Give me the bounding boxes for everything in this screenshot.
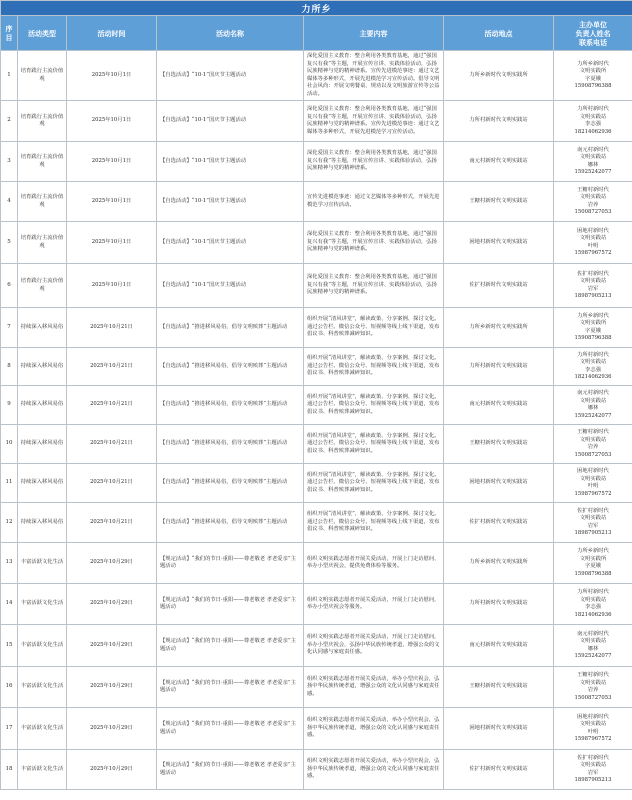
- activity-name: 【自选活动】“10·1”国庆节主题活动: [157, 264, 304, 308]
- activity-place: 王糖村新时代文明实践站: [444, 667, 554, 708]
- organizer-line: 15908796388: [574, 335, 612, 341]
- activity-type: 培育践行主流价值观: [18, 222, 67, 264]
- activity-type: 持续深入移风易俗: [18, 386, 67, 425]
- activity-type: 培育践行主流价值观: [18, 142, 67, 182]
- activity-time: 2025年10月1日: [67, 264, 157, 308]
- activity-organizer: [554, 182, 632, 222]
- organizer-line: 15008727053: [574, 694, 612, 701]
- organizer-line: 困地村新时代: [577, 468, 609, 474]
- activity-content: 组织开展“清风讲堂”，解读政策、分享案例、探讨文化。通过公告栏、微信公众号、短视频等线上线下渠道，发布倡议书、科普殡葬减碎知识。: [304, 348, 444, 386]
- activity-time: 2025年10月29日: [67, 708, 157, 750]
- activity-organizer: [554, 584, 632, 625]
- organizer-line: 文明实践站: [579, 154, 607, 160]
- organizer-line: 15925242077: [574, 169, 612, 175]
- organizer-line: 15008727053: [574, 209, 612, 215]
- table-row: [1, 348, 632, 386]
- activity-organizer: [554, 51, 632, 101]
- activity-place: 南元村新时代文明实践站: [444, 625, 554, 667]
- organizer-line: 文明实践所: [579, 320, 607, 326]
- organizer-line: 15908796388: [574, 570, 612, 577]
- table-row: [1, 142, 632, 182]
- organizer-line: 文明实践站: [579, 762, 607, 768]
- activity-type: 持续深入移风易俗: [18, 348, 67, 386]
- organizer-line: 文明实践所: [579, 68, 607, 74]
- table-row: [1, 584, 632, 625]
- activity-place: 困地村新时代文明实践站: [444, 464, 554, 503]
- activity-time: 2025年10月1日: [67, 222, 157, 264]
- organizer-line: 15987967572: [574, 250, 612, 256]
- activity-content: 组织文明实践志愿者开展关爱活动，开展上门走访慰问，举办小型庆祝会，弘扬中华民族传统孝道，增强公众的文化认同感与家庭责任感。: [304, 625, 444, 667]
- organizer-line: 18214062936: [574, 611, 612, 618]
- col-header-no: 序目: [1, 16, 18, 51]
- activity-type: 丰富活跃文化生活: [18, 708, 67, 750]
- organizer-line: 李志强: [585, 604, 601, 610]
- activity-time: 2025年10月1日: [67, 182, 157, 222]
- activity-name: 【自选活动】“推进移风易俗，倡导文明殡葬”主题活动: [157, 464, 304, 503]
- organizer-line: 文明实践站: [579, 235, 607, 241]
- activity-place: 佐扩村新时代文明实践站: [444, 750, 554, 790]
- activity-type: 丰富活跃文化生活: [18, 543, 67, 584]
- activity-time: 2025年10月21日: [67, 425, 157, 464]
- activity-time: 2025年10月21日: [67, 464, 157, 503]
- activity-name: 【自选活动】“推进移风易俗，倡导文明殡葬”主题活动: [157, 308, 304, 348]
- activity-name: 【规定活动】“我们的节日·重阳——尊老敬老 孝老爱亲”主题活动: [157, 708, 304, 750]
- organizer-line: 文明实践站: [579, 113, 607, 120]
- organizer-line: 15987967572: [574, 736, 612, 742]
- activity-organizer: [554, 348, 632, 386]
- activity-time: 2025年10月21日: [67, 308, 157, 348]
- activity-place: 力所村新时代文明实践站: [444, 584, 554, 625]
- activity-time: 2025年10月29日: [67, 625, 157, 667]
- table-row: [1, 625, 632, 667]
- table-row: [1, 667, 632, 708]
- col-header-place: 活动地点: [444, 16, 554, 51]
- table-row: [1, 51, 632, 101]
- row-number: 7: [1, 308, 18, 348]
- organizer-line: 18987905213: [574, 293, 612, 299]
- activity-place: 佐扩村新时代文明实践站: [444, 503, 554, 543]
- activity-name: 【自选活动】“推进移风易俗，倡导文明殡葬”主题活动: [157, 386, 304, 425]
- organizer-line: 力所村新时代: [577, 589, 609, 595]
- organizer-line: 佐扩村新时代: [577, 507, 609, 514]
- col-header-org-line: 负责人姓名: [575, 28, 611, 38]
- activity-type: 培育践行主流价值观: [18, 182, 67, 222]
- row-number: 3: [1, 142, 18, 182]
- organizer-line: 文明实践站: [579, 278, 607, 284]
- organizer-line: 18214062936: [574, 374, 612, 380]
- organizer-line: 字夏娥: [585, 563, 601, 569]
- activity-place: 佐扩村新时代文明实践站: [444, 264, 554, 308]
- organizer-line: 南元村新时代: [577, 630, 609, 637]
- activity-organizer: [554, 708, 632, 750]
- organizer-line: 叶明: [587, 242, 599, 249]
- activity-time: 2025年10月29日: [67, 667, 157, 708]
- table-row: [1, 708, 632, 750]
- activity-time: 2025年10月21日: [67, 503, 157, 543]
- activity-content: 组织文明实践志愿者开展关爱活动，开展上门走访慰问、举办小型庆祝会，提供免费体检等服务。: [304, 543, 444, 584]
- table-row: [1, 464, 632, 503]
- row-number: 13: [1, 543, 18, 584]
- organizer-line: 岩军: [587, 285, 599, 292]
- activity-time: 2025年10月1日: [67, 142, 157, 182]
- organizer-line: 叶明: [587, 483, 599, 489]
- activity-type: 持续深入移风易俗: [18, 503, 67, 543]
- col-header-org: [554, 16, 632, 51]
- activity-name: 【自选活动】“推进移风易俗，倡导文明殡葬”主题活动: [157, 425, 304, 464]
- organizer-line: 困地村新时代: [577, 713, 609, 720]
- activity-name: 【自选活动】“推进移风易俗，倡导文明殡葬”主题活动: [157, 348, 304, 386]
- header-row: [1, 16, 632, 51]
- organizer-line: 文明实践所: [579, 555, 607, 562]
- activity-time: 2025年10月21日: [67, 386, 157, 425]
- activity-organizer: [554, 464, 632, 503]
- row-number: 9: [1, 386, 18, 425]
- activity-content: 深化爱国主义教育：整合利用各类教育基地，通过“强国复兴有我”等主题，开展宣传宣讲、实践体验活动，弘扬民族精神与党的精神谱系。宣传先进模范事迹：通过文艺媒体等多种形式，开展先进模范学习宣传活动。: [304, 101, 444, 142]
- organizer-line: 南元村新时代: [577, 146, 609, 153]
- activity-organizer: [554, 625, 632, 667]
- row-number: 8: [1, 348, 18, 386]
- activity-time: 2025年10月1日: [67, 51, 157, 101]
- organizer-line: 文明实践站: [579, 638, 607, 644]
- activity-name: 【规定活动】“我们的节日·重阳——尊老敬老 孝老爱亲”主题活动: [157, 584, 304, 625]
- activity-type: 持续深入移风易俗: [18, 464, 67, 503]
- organizer-line: 15908796388: [574, 83, 612, 89]
- activity-organizer: [554, 750, 632, 790]
- activity-organizer: [554, 101, 632, 142]
- organizer-line: 王糖村新时代: [577, 672, 609, 678]
- activity-content: 深化爱国主义教育：整合利用各类教育基地，通过“强国复兴有我”等主题，开展宣传宣讲、实践体验活动，弘扬民族精神与党的精神谱系。: [304, 222, 444, 264]
- row-number: 14: [1, 584, 18, 625]
- activity-time: 2025年10月29日: [67, 543, 157, 584]
- activity-name: 【自选活动】“10·1”国庆节主题活动: [157, 222, 304, 264]
- activity-type: 丰富活跃文化生活: [18, 625, 67, 667]
- activity-type: 持续深入移风易俗: [18, 308, 67, 348]
- row-number: 10: [1, 425, 18, 464]
- activity-name: 【规定活动】“我们的节日·重阳——尊老敬老 孝老爱亲”主题活动: [157, 667, 304, 708]
- activity-place: 力所村新时代文明实践站: [444, 348, 554, 386]
- row-number: 6: [1, 264, 18, 308]
- organizer-line: 文明实践站: [579, 436, 607, 443]
- activity-place: 力所村新时代文明实践站: [444, 101, 554, 142]
- activity-organizer: [554, 142, 632, 182]
- table-title: 力所乡: [1, 1, 632, 16]
- activity-organizer: [554, 264, 632, 308]
- activity-content: 组织文明实践志愿者开展关爱活动，举办小型庆祝会，弘扬中华民族传统孝道，增强公众的文化认同感与家庭责任感。: [304, 667, 444, 708]
- activity-type: 丰富活跃文化生活: [18, 750, 67, 790]
- organizer-line: 15987967572: [574, 490, 612, 497]
- activity-time: 2025年10月29日: [67, 584, 157, 625]
- row-number: 15: [1, 625, 18, 667]
- activity-place: 力所乡新时代文明实践所: [444, 51, 554, 101]
- activity-name: 【自选活动】“10·1”国庆节主题活动: [157, 182, 304, 222]
- table-row: [1, 503, 632, 543]
- activity-content: 组织开展“清风讲堂”，解读政策、分享案例、探讨文化。通过公告栏、微信公众号、短视频等线上线下渠道，发布倡议书、科普殡葬减碎知识。: [304, 386, 444, 425]
- organizer-line: 王糖村新时代: [577, 186, 609, 193]
- organizer-line: 15925242077: [574, 653, 612, 659]
- organizer-line: 文明实践站: [579, 359, 607, 365]
- organizer-line: 文明实践站: [579, 475, 607, 482]
- activity-content: 深化爱国主义教育：整合利用各类教育基地，通过“强国复兴有我”等主题，开展宣传宣讲、实践体验活动，弘扬民族精神与党的精神谱系。: [304, 142, 444, 182]
- activity-place: 南元村新时代文明实践站: [444, 142, 554, 182]
- activity-time: 2025年10月1日: [67, 101, 157, 142]
- table-row: [1, 425, 632, 464]
- activity-name: 【自选活动】“10·1”国庆节主题活动: [157, 51, 304, 101]
- table-row: [1, 101, 632, 142]
- activity-type: 培育践行主流价值观: [18, 101, 67, 142]
- activity-organizer: [554, 503, 632, 543]
- col-header-time: 活动时间: [67, 16, 157, 51]
- activity-content: 组织文明实践志愿者开展关爱活动，举办小型庆祝会，弘扬中华民族传统孝道，增强公众的文化认同感与家庭责任感。: [304, 708, 444, 750]
- activity-organizer: [554, 308, 632, 348]
- organizer-line: 文明实践站: [579, 679, 607, 686]
- activity-type: 丰富活跃文化生活: [18, 667, 67, 708]
- row-number: 17: [1, 708, 18, 750]
- activity-content: 组织开展“清风讲堂”，解读政策、分享案例、探讨文化。通过公告栏、微信公众号、短视频等线上线下渠道，发布倡议书、科普殡葬减碎知识。: [304, 308, 444, 348]
- organizer-line: 18987905213: [574, 530, 612, 536]
- activity-place: 力所乡新时代文明实践所: [444, 543, 554, 584]
- row-number: 2: [1, 101, 18, 142]
- activity-place: 王糖村新时代文明实践站: [444, 182, 554, 222]
- col-header-type: 活动类型: [18, 16, 67, 51]
- organizer-line: 文明实践站: [579, 596, 607, 603]
- col-header-org-line: 联系电话: [579, 37, 607, 47]
- organizer-line: 力所村新时代: [577, 351, 609, 358]
- activity-place: 南元村新时代文明实践站: [444, 386, 554, 425]
- table-row: [1, 543, 632, 584]
- activity-place: 力所乡新时代文明实践所: [444, 308, 554, 348]
- table-row: [1, 386, 632, 425]
- activity-name: 【自选活动】“推进移风易俗，倡导文明殡葬”主题活动: [157, 503, 304, 543]
- activity-content: 组织开展“清风讲堂”，解读政策、分享案例、探讨文化。通过公告栏、微信公众号、短视频等线上线下渠道，发布倡议书、科普殡葬减碎知识。: [304, 425, 444, 464]
- activity-organizer: [554, 386, 632, 425]
- activity-type: 培育践行主流价值观: [18, 51, 67, 101]
- activity-content: 组织开展“清风讲堂”，解读政策、分享案例、探讨文化。通过公告栏、微信公众号、短视频等线上线下渠道，发布倡议书、科普殡葬减碎知识。: [304, 503, 444, 543]
- organizer-line: 15008727053: [574, 451, 612, 458]
- organizer-line: 文明实践站: [579, 194, 607, 200]
- organizer-line: 岩养: [587, 444, 599, 450]
- activity-content: 组织文明实践志愿者开展关爱活动，开展上门走访慰问，举办小型庆祝会等服务。: [304, 584, 444, 625]
- organizer-line: 娜林: [587, 645, 599, 652]
- activity-name: 【规定活动】“我们的节日·重阳——尊老敬老 孝老爱亲”主题活动: [157, 543, 304, 584]
- activity-content: 组织开展“清风讲堂”，解读政策、分享案例、探讨文化。通过公告栏、微信公众号、短视频等线上线下渠道，发布倡议书、科普殡葬减碎知识。: [304, 464, 444, 503]
- organizer-line: 岩养: [587, 201, 599, 208]
- table-row: [1, 308, 632, 348]
- organizer-line: 字夏娥: [585, 327, 601, 334]
- organizer-line: 李志强: [585, 366, 601, 373]
- activity-type: 培育践行主流价值观: [18, 264, 67, 308]
- organizer-line: 文明实践站: [579, 515, 607, 521]
- activity-place: 王糖村新时代文明实践站: [444, 425, 554, 464]
- organizer-line: 娜林: [587, 405, 599, 411]
- activity-organizer: [554, 667, 632, 708]
- activity-place: 困地村新时代文明实践站: [444, 708, 554, 750]
- organizer-line: 力所乡新时代: [577, 60, 609, 67]
- organizer-line: 字夏娥: [585, 75, 601, 82]
- organizer-line: 文明实践站: [579, 721, 607, 727]
- row-number: 4: [1, 182, 18, 222]
- organizer-line: 岩养: [587, 687, 599, 693]
- activity-content: 组织文明实践志愿者开展关爱活动，举办小型庆祝会，弘扬中华民族传统孝道，增强公众的文化认同感与家庭责任感。: [304, 750, 444, 790]
- organizer-line: 娜林: [587, 161, 599, 168]
- activity-name: 【自选活动】“10·1”国庆节主题活动: [157, 101, 304, 142]
- col-header-org-line: 主办单位: [579, 19, 607, 29]
- table-row: [1, 750, 632, 790]
- organizer-line: 力所村新时代: [577, 106, 609, 112]
- activity-content: 宣传先进模范事迹：通过文艺媒体等多种形式，开展先进模范学习宣传活动。: [304, 182, 444, 222]
- organizer-line: 岩军: [587, 769, 599, 776]
- activity-time: 2025年10月21日: [67, 348, 157, 386]
- activity-content: 深化爱国主义教育：整合利用各类教育基地，通过“强国复兴有我”等主题，开展宣传宣讲、实践体验活动，弘扬民族精神与党的精神谱系。: [304, 264, 444, 308]
- organizer-line: 力所乡新时代: [577, 312, 609, 319]
- activity-place: 困地村新时代文明实践站: [444, 222, 554, 264]
- organizer-line: 岩军: [587, 522, 599, 529]
- activity-type: 丰富活跃文化生活: [18, 584, 67, 625]
- row-number: 18: [1, 750, 18, 790]
- col-header-content: 主要内容: [304, 16, 444, 51]
- table-row: [1, 264, 632, 308]
- table-body: [1, 51, 632, 790]
- row-number: 12: [1, 503, 18, 543]
- organizer-line: 佐扩村新时代: [577, 270, 609, 277]
- col-header-name: 活动名称: [157, 16, 304, 51]
- activity-name: 【规定活动】“我们的节日·重阳——尊老敬老 孝老爱亲”主题活动: [157, 750, 304, 790]
- organizer-line: 叶明: [587, 728, 599, 735]
- activity-type: 持续深入移风易俗: [18, 425, 67, 464]
- organizer-line: 困地村新时代: [577, 227, 609, 234]
- activity-time: 2025年10月29日: [67, 750, 157, 790]
- row-number: 1: [1, 51, 18, 101]
- row-number: 11: [1, 464, 18, 503]
- row-number: 16: [1, 667, 18, 708]
- organizer-line: 佐扩村新时代: [577, 754, 609, 761]
- organizer-line: 南元村新时代: [577, 390, 609, 396]
- organizer-line: 力所乡新时代: [577, 548, 609, 554]
- organizer-line: 李志强: [585, 121, 601, 127]
- table-row: [1, 182, 632, 222]
- organizer-line: 18987905213: [574, 777, 612, 783]
- activity-content: 深化爱国主义教育：整合利用各类教育基地，通过“强国复兴有我”等主题，开展宣传宣讲、实践体验活动，弘扬民族精神与党的精神谱系。宣传先进模范事迹：通过文艺媒体等多种形式，开展先进模范学习宣传活动。倡导文明社会风尚：开展文明餐桌、规劝以及文明旅游宣传等公益活动。: [304, 51, 444, 101]
- activity-name: 【自选活动】“10·1”国庆节主题活动: [157, 142, 304, 182]
- table-row: [1, 222, 632, 264]
- row-number: 5: [1, 222, 18, 264]
- organizer-line: 文明实践站: [579, 397, 607, 404]
- organizer-line: 15925242077: [574, 412, 612, 419]
- activity-organizer: [554, 222, 632, 264]
- activity-name: 【规定活动】“我们的节日·重阳——尊老敬老 孝老爱亲”主题活动: [157, 625, 304, 667]
- activity-organizer: [554, 543, 632, 584]
- organizer-line: 王糖村新时代: [577, 429, 609, 435]
- activity-organizer: [554, 425, 632, 464]
- organizer-line: 18214062936: [574, 128, 612, 135]
